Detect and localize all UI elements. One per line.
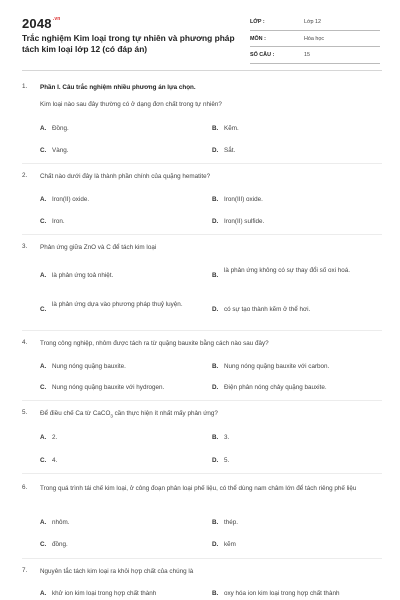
- question-divider: [22, 400, 382, 401]
- question-number: 4.: [22, 339, 28, 346]
- question-number: 7.: [22, 567, 28, 574]
- meta-value: Lớp 12: [304, 19, 322, 25]
- question-number: 5.: [22, 409, 28, 416]
- question-number: 3.: [22, 243, 28, 250]
- meta-label: SỐ CÂU :: [250, 52, 275, 58]
- question-text: Nguyên tắc tách kim loại ra khỏi hợp chất của chúng là: [40, 568, 194, 575]
- question-text: Phản ứng giữa ZnO và C để tách kim loại: [40, 244, 157, 251]
- question-text: Chất nào dưới đây là thành phần chính của quặng hematite?: [40, 173, 211, 180]
- question-divider: [22, 234, 382, 235]
- meta-value: 15: [304, 52, 310, 58]
- meta-label: MÔN :: [250, 35, 266, 42]
- question-divider: [22, 558, 382, 559]
- question-number: 1.: [22, 83, 28, 90]
- meta-value: Hóa học: [304, 35, 325, 42]
- question-divider: [22, 163, 382, 164]
- question-text: Trong công nghiệp, nhôm được tách ra từ quặng bauxite bằng cách nào sau đây?: [40, 340, 269, 347]
- question-text: Trong quá trình tái chế kim loại, ở công đoạn phân loại phế liệu, có thể dùng nam châm lớn để tách riêng phế liệu: [40, 485, 357, 492]
- question-text: Để điều chế Ca từ CaCO$_3$ cần thực hiện ít nhất mấy phản ứng?: [40, 410, 218, 419]
- section-heading: Phần I. Câu trắc nghiệm nhiều phương án lựa chọn.: [40, 84, 196, 91]
- question-number: 2.: [22, 172, 28, 179]
- question-text: Kim loại nào sau đây thường có ở dạng đơn chất trong tự nhiên?: [40, 101, 222, 108]
- page-title: Trắc nghiệm Kim loại trong tự nhiên và phương pháp tách kim loại lớp 12 (có đáp án): [22, 33, 235, 54]
- site-logo[interactable]: $2048^{.vn}$: [22, 16, 61, 31]
- question-list: 1. Phần I. Câu trắc nghiệm nhiều phương án lựa chọn. Kim loại nào sau đây thường có ở dạng đơn chất trong tự nhiên? A. Đồng. B. Kẽm. C. Vàng. D. Sắt. 2. Chất nào dưới đây là thành phần chính của quặng hematite? A. Iron(II) oxide. B. Iron(III) oxide. C. Iron. D. Iron(II) sulfide. 3. Phản ứng giữa ZnO và C để tách kim loại A. là phản ứng toả nhiệt. B. là phản ứng không có sự thay đổi số oxi hoá. C. là phản ứng dựa vào phương pháp thuỷ luyện. D. có sự tạo thành kẽm ở thể hơi. 4. Trong công nghiệp, nhôm được tách ra từ quặng bauxite bằng cách nào sau đây? A. Nung nóng quặng bauxite. B. Nung nóng quặng bauxite với carbon. C. Nung nóng quặng bauxite với hydrogen. D. Điện phân nóng chảy quặng bauxite. 5. Để điều chế Ca từ CaCO$_3$ cần thực hiện ít nhất mấy phản ứng? A. 2. B. 3. C. 4. D. 5. 6. Trong quá trình tái chế kim loại, ở công đoạn phân loại phế liệu, có thể dùng nam châm lớn để tách riêng phế liệu A. nhôm. B. thép. C. đồng. D. kẽm 7. Nguyên tắc tách kim loại ra khỏi hợp chất của chúng là A. khử ion kim loại trong hợp chất thành B. oxy hóa ion kim loại trong hợp chất thành: [0, 0, 400, 600]
- question-divider: [22, 473, 382, 474]
- question-divider: [22, 330, 382, 331]
- question-number: 6.: [22, 484, 28, 491]
- meta-label: LỚP :: [250, 19, 265, 25]
